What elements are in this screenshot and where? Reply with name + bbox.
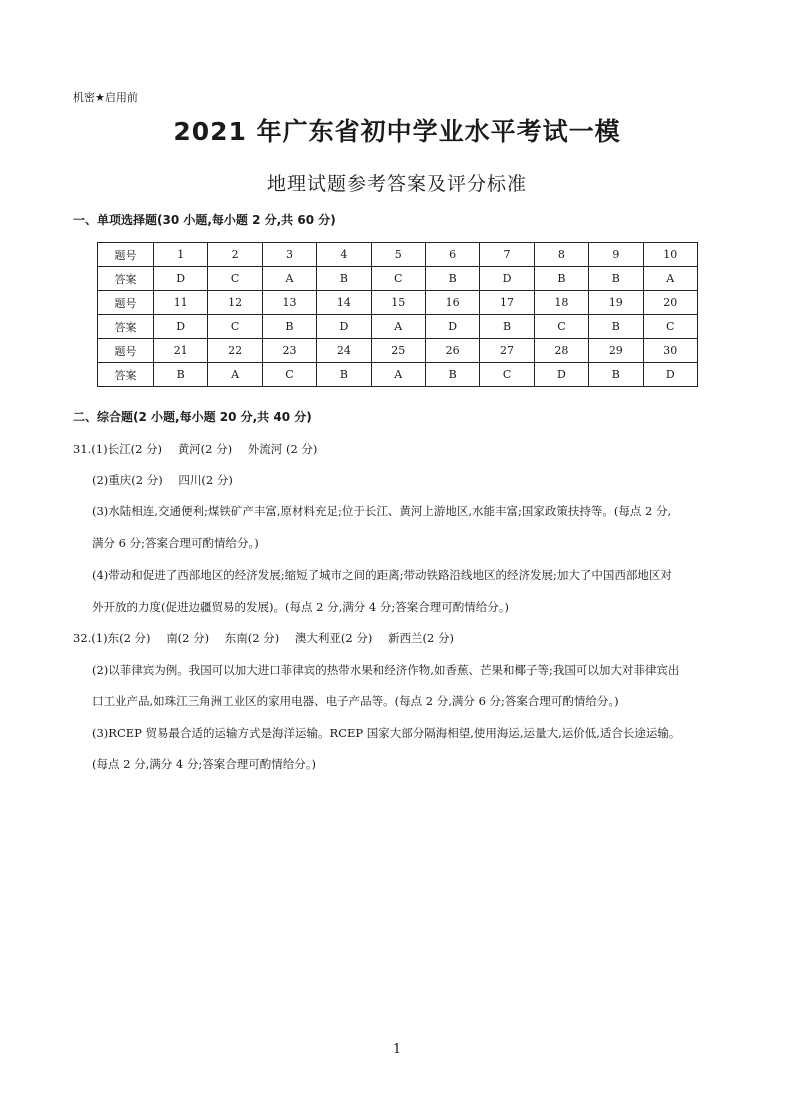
question-number-cell: 5 — [371, 243, 425, 267]
answer-cell: B — [425, 363, 479, 387]
answer-row — [98, 363, 698, 387]
q32-part1 — [73, 630, 454, 646]
confidential-mark: 机密★启用前 — [73, 91, 138, 104]
answer-row-label: 答案 — [98, 363, 154, 387]
q31-part3-line2: 满分 6 分;答案合理可酌情给分。) — [92, 536, 259, 550]
q31-part4-line2: 外开放的力度(促进边疆贸易的发展)。(每点 2 分,满分 4 分;答案合理可酌情给分。) — [92, 600, 509, 614]
answer-cell: C — [262, 363, 316, 387]
answer-cell: B — [589, 267, 643, 291]
question-row — [98, 291, 698, 315]
answer-cell: B — [317, 363, 371, 387]
answer-cell: B — [317, 267, 371, 291]
question-row — [98, 339, 698, 363]
question-number-cell: 25 — [371, 339, 425, 363]
answer-cell: B — [534, 267, 588, 291]
q32-part1-item: 南(2 分) — [166, 631, 210, 645]
q31-part2-item: 四川(2 分) — [178, 473, 233, 487]
question-number-cell: 21 — [154, 339, 208, 363]
question-number-cell: 10 — [643, 243, 697, 267]
answer-cell: C — [643, 315, 697, 339]
answer-cell: A — [208, 363, 262, 387]
question-number-cell: 9 — [589, 243, 643, 267]
page-subtitle: 地理试题参考答案及评分标准 — [266, 173, 527, 195]
question-number-cell: 26 — [425, 339, 479, 363]
q31-part1 — [73, 441, 317, 457]
q32-part1-item: 新西兰(2 分) — [388, 631, 454, 645]
question-number-cell: 8 — [534, 243, 588, 267]
question-number-cell: 17 — [480, 291, 534, 315]
answer-cell: D — [317, 315, 371, 339]
question-number-cell: 14 — [317, 291, 371, 315]
question-row-label: 题号 — [98, 339, 154, 363]
answer-row-label: 答案 — [98, 315, 154, 339]
page-number: 1 — [392, 1042, 402, 1057]
question-row — [98, 243, 698, 267]
answer-row-label: 答案 — [98, 267, 154, 291]
question-number-cell: 16 — [425, 291, 479, 315]
answer-cell: C — [371, 267, 425, 291]
question-number-cell: 1 — [154, 243, 208, 267]
q31-part1-item: 黄河(2 分) — [177, 442, 233, 456]
question-number-cell: 4 — [317, 243, 371, 267]
question-number-cell: 27 — [480, 339, 534, 363]
answer-cell: B — [589, 315, 643, 339]
question-number-cell: 28 — [534, 339, 588, 363]
answer-row — [98, 315, 698, 339]
answer-cell: A — [371, 315, 425, 339]
answer-cell: B — [480, 315, 534, 339]
question-number-cell: 20 — [643, 291, 697, 315]
q32-part2-line2: 口工业产品,如珠江三角洲工业区的家用电器、电子产品等。(每点 2 分,满分 6 分;答案合理可酌情给分。) — [92, 694, 619, 708]
question-number-cell: 2 — [208, 243, 262, 267]
answer-cell: D — [154, 315, 208, 339]
q31-part1-item: 外流河 (2 分) — [247, 442, 318, 456]
answer-cell: D — [480, 267, 534, 291]
answer-cell: A — [371, 363, 425, 387]
answer-cell: B — [425, 267, 479, 291]
q32-part1-item: 澳大利亚(2 分) — [294, 631, 373, 645]
answer-cell: C — [208, 267, 262, 291]
question-number-cell: 19 — [589, 291, 643, 315]
question-number-cell: 18 — [534, 291, 588, 315]
q31-part2-item: (2)重庆(2 分) — [92, 473, 163, 487]
question-number-cell: 24 — [317, 339, 371, 363]
question-number-cell: 11 — [154, 291, 208, 315]
section2-heading: 二、综合题(2 小题,每小题 20 分,共 40 分) — [73, 410, 312, 424]
answer-cell: C — [534, 315, 588, 339]
question-number-cell: 15 — [371, 291, 425, 315]
answer-cell: B — [589, 363, 643, 387]
q31-part1-item: 31.(1)长江(2 分) — [73, 442, 163, 456]
q32-part1-item: 东南(2 分) — [224, 631, 280, 645]
question-number-cell: 30 — [643, 339, 697, 363]
answer-cell: B — [154, 363, 208, 387]
answer-cell: B — [262, 315, 316, 339]
q31-part3-line1: (3)水陆相连,交通便利;煤铁矿产丰富,原材料充足;位于长江、黄河上游地区,水能丰富;国家政策扶持等。(每点 2 分, — [92, 504, 672, 518]
answer-cell: A — [643, 267, 697, 291]
answer-row — [98, 267, 698, 291]
q32-part2-line1: (2)以菲律宾为例。我国可以加大进口菲律宾的热带水果和经济作物,如香蕉、芒果和椰子等;我国可以加大对菲律宾出 — [92, 663, 680, 677]
q32-part3-line1: (3)RCEP 贸易最合适的运输方式是海洋运输。RCEP 国家大部分隔海相望,使用海运,运量大,运价低,适合长途运输。 — [92, 726, 681, 740]
answer-cell: D — [643, 363, 697, 387]
question-number-cell: 13 — [262, 291, 316, 315]
question-number-cell: 6 — [425, 243, 479, 267]
question-number-cell: 12 — [208, 291, 262, 315]
page-title: 2021 年广东省初中学业水平考试一模 — [173, 117, 621, 146]
answer-cell: C — [480, 363, 534, 387]
section1-heading: 一、单项选择题(30 小题,每小题 2 分,共 60 分) — [73, 213, 336, 227]
question-number-cell: 22 — [208, 339, 262, 363]
answer-cell: D — [154, 267, 208, 291]
question-number-cell: 23 — [262, 339, 316, 363]
q32-part1-item: 32.(1)东(2 分) — [73, 631, 151, 645]
answer-table — [97, 242, 698, 387]
answer-cell: D — [425, 315, 479, 339]
question-row-label: 题号 — [98, 243, 154, 267]
q31-part2 — [92, 472, 233, 488]
question-number-cell: 3 — [262, 243, 316, 267]
q31-part4-line1: (4)带动和促进了西部地区的经济发展;缩短了城市之间的距离;带动铁路沿线地区的经济发展;加大了中国西部地区对 — [92, 568, 672, 582]
q32-part3-line2: (每点 2 分,满分 4 分;答案合理可酌情给分。) — [92, 757, 317, 771]
answer-cell: C — [208, 315, 262, 339]
question-number-cell: 29 — [589, 339, 643, 363]
answer-cell: D — [534, 363, 588, 387]
answer-cell: A — [262, 267, 316, 291]
question-number-cell: 7 — [480, 243, 534, 267]
question-row-label: 题号 — [98, 291, 154, 315]
